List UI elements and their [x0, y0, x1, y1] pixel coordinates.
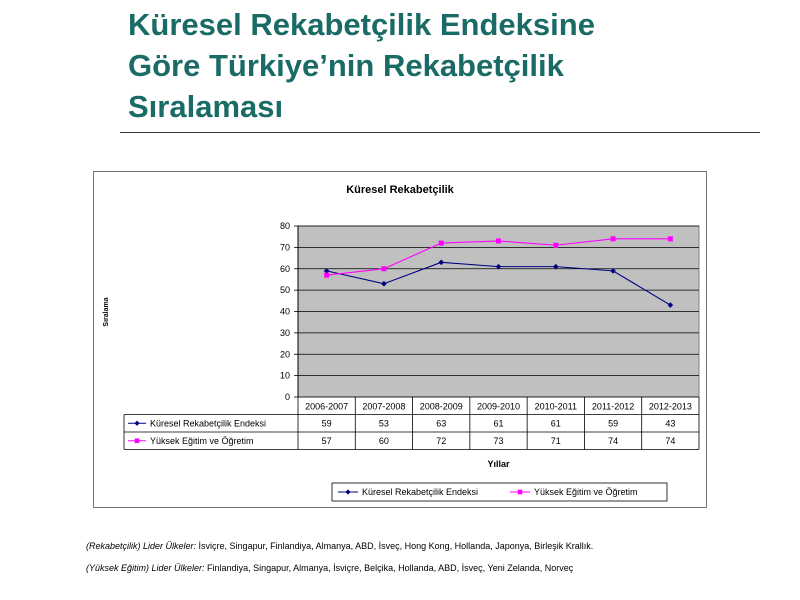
data-point	[553, 243, 558, 248]
slide-title-line-3: Sıralaması	[128, 89, 284, 124]
chart-title: Küresel Rekabetçilik	[346, 184, 454, 196]
data-point	[381, 266, 386, 271]
x-tick-label: 2012-2013	[648, 401, 692, 412]
x-tick-label: 2011-2012	[591, 401, 635, 412]
data-table-cell: 74	[665, 435, 676, 446]
table-series-name: Küresel Rekabetçilik Endeksi	[150, 418, 267, 429]
table-legend-key-marker	[134, 421, 139, 426]
x-tick-label: 2008-2009	[419, 401, 463, 412]
legend-key-marker	[518, 490, 523, 495]
legend-label: Küresel Rekabetçilik Endeksi	[362, 487, 479, 497]
chart-svg	[94, 172, 706, 507]
x-tick-label: 2006-2007	[305, 401, 349, 412]
y-tick-label: 80	[279, 221, 290, 231]
footnote-competitiveness-text: İsviçre, Singapur, Finlandiya, Almanya, ABD, İsveç, Hong Kong, Hollanda, Japonya, Birleşik Krallık.	[196, 541, 594, 551]
footnote-education	[86, 563, 573, 573]
data-table-cell: 61	[550, 418, 561, 429]
data-point	[668, 236, 673, 241]
table-series-name: Yüksek Eğitim ve Öğretim	[150, 435, 254, 446]
footnote-education-label: (Yüksek Eğitim) Lider Ülkeler:	[86, 563, 205, 573]
table-legend-key-marker	[135, 438, 140, 443]
data-table-cell: 53	[378, 418, 389, 429]
y-tick-label: 0	[284, 392, 290, 402]
data-table-cell: 71	[550, 435, 561, 446]
data-table-cell: 43	[665, 418, 676, 429]
data-table-cell: 72	[436, 435, 447, 446]
data-table-cell: 61	[493, 418, 504, 429]
data-point	[611, 236, 616, 241]
data-table-cell: 73	[493, 435, 504, 446]
footnote-competitiveness-label: (Rekabetçilik) Lider Ülkeler:	[86, 541, 197, 551]
slide-title-line-1: Küresel Rekabetçilik Endeksine	[128, 7, 595, 42]
legend-label: Yüksek Eğitim ve Öğretim	[534, 487, 638, 497]
y-tick-label: 70	[279, 242, 290, 253]
data-table-cell: 60	[378, 435, 389, 446]
y-tick-label: 40	[279, 306, 290, 317]
y-tick-label: 10	[279, 370, 290, 381]
y-tick-label: 30	[279, 327, 290, 338]
data-table-cell: 59	[321, 418, 332, 429]
y-tick-label: 50	[279, 285, 290, 296]
data-table-cell: 57	[321, 435, 332, 446]
x-axis-label: Yıllar	[487, 459, 510, 469]
y-axis-label: Sıralama	[103, 297, 110, 327]
slide-title	[128, 4, 778, 127]
title-divider	[120, 132, 760, 133]
footnote-education-text: Finlandiya, Singapur, Almanya, İsviçre, Belçika, Hollanda, ABD, İsveç, Yeni Zelanda, Norveç	[204, 563, 574, 573]
footnote-competitiveness	[86, 541, 593, 551]
x-tick-label: 2007-2008	[362, 401, 406, 412]
y-tick-label: 60	[279, 263, 290, 274]
data-point	[324, 273, 329, 278]
slide-title-line-2: Göre Türkiye’nin Rekabetçilik	[128, 48, 564, 83]
x-tick-label: 2010-2011	[534, 401, 577, 412]
data-table-cell: 74	[608, 435, 619, 446]
data-table-cell: 59	[608, 418, 619, 429]
chart-frame	[93, 171, 707, 508]
data-point	[439, 241, 444, 246]
data-point	[496, 238, 501, 243]
y-tick-label: 20	[279, 349, 290, 360]
data-table-cell: 63	[436, 418, 447, 429]
x-tick-label: 2009-2010	[476, 401, 521, 412]
